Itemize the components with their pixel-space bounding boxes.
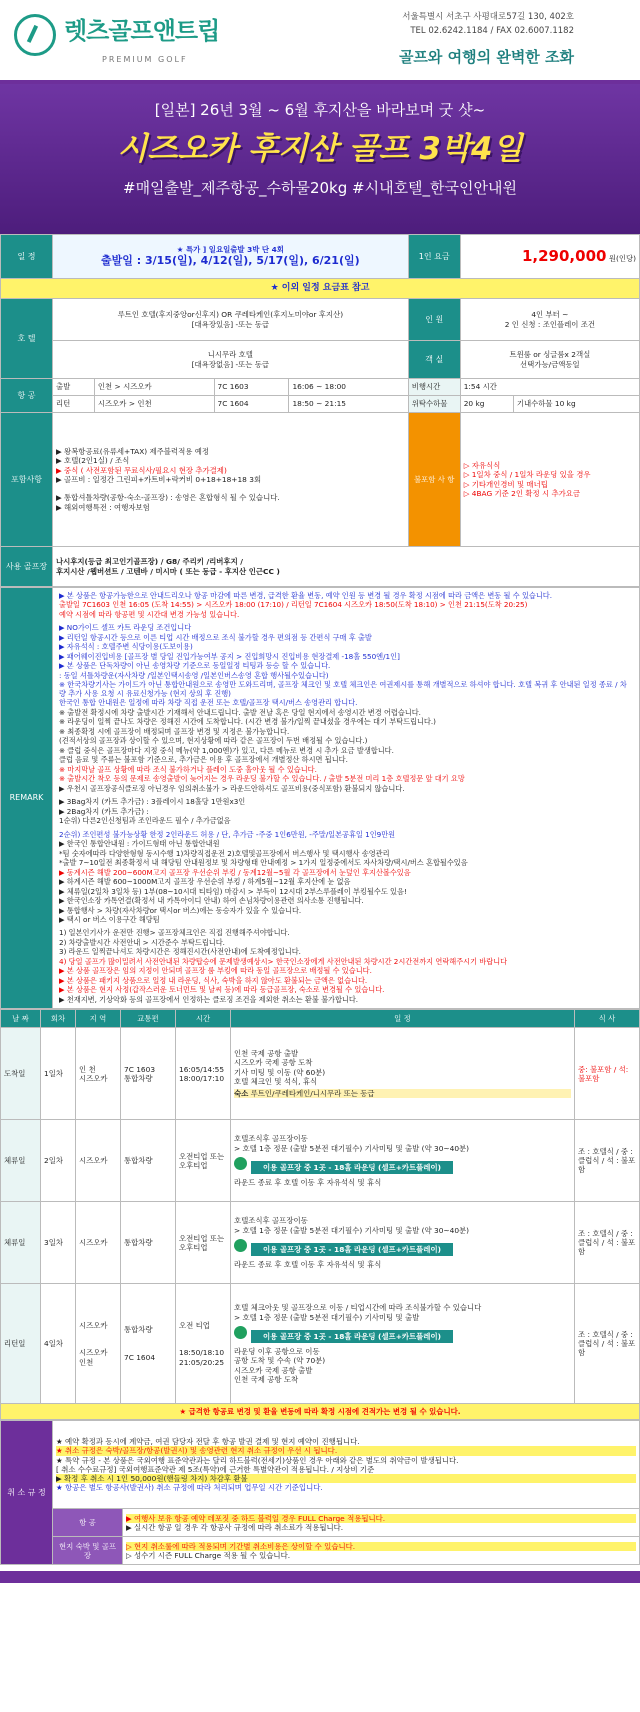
hero-line-3: #매일출발_제주항공_수하물20kg #시내호텔_한국인안내원 [123,178,517,197]
remark-line: ▶ 본 상품은 항공가능한으로 안내드리오나 항공 마감에 따른 변경, 급격한 환율 변동, 예약 인원 등 변경 될 경우 확정 시점에 따라 금액은 변동 될 수 있습니다. [59,591,553,600]
remark-line: 1순위) 다른2인신청팀과 조인라운드 필수 / 추가금없음 [59,816,231,826]
brand-name: 렛츠골프앤트립 [64,17,220,45]
remark-line: 한국인 통합 안내원은 일정에 따라 차량 직접 운전 또는 호텔/골프장 택시/버스 송영관리 합니다. [59,698,358,708]
remark-line: *출발 7~10일전 최종확정서 내 해당팀 안내원정보 및 차량형태 안내예정 > 1가지 일정중에서도 자사차량/택시/버스 혼합될수있음 [59,858,468,868]
remark-line: ▶ 한국인 통합안내원 : 가이드형태 아닌 통합안내원 [59,839,220,849]
header [0,0,640,84]
slogan: 골프와 여행의 완벽한 조화 [398,48,574,66]
remark-line: : 동일 셔틀차량운(자사차량 /일본인택시송영 /일본인버스송영 혼합 행사될수있습니다) [59,670,329,680]
remark-line: 2) 차량출발시간 사전안내 > 시간준수 부탁드립니다. [59,937,225,947]
remark-line: ▶ 3Bag차지 (카트 추가금) : 3플레이시 18홀당 1만원x3인 [59,797,246,807]
remark-line: ※ 마지막날 골프 상황에 따라 조식 불가하거나 플레이 도중 홀아웃 될 수 있습니다. [59,764,317,774]
hero-title: 시즈오카 후지산 골프 3박4일 [117,130,523,167]
info-table: 일 정 ★ 특가 ] 일요일출발 3박 단 4회 출발일 : 3/15(일), 4/12(일), 5/17(일), 6/21(일) 1인 요금 1,290,000 원(인당) ★ 이외 일정 요금표 참고 호 텔 루트인 호텔(후지중앙or신후지) OR 쿠레타케인(후지노미야or 후지산) [대욕장있음] -또는 동급 인 원 4인 부터 ~ 2 인 신청 : 조인플레이 조건 니시무라 호텔 [대욕장없음] -또는 동급 객 실 트윈룸 or 싱글룸x 2객실 선택가능/금액동일 항 공 출발 인천 > 시즈오카 7C 1603 16:06 ~ 18:00 비행시간 1:54 시간 리턴 시즈오카 > 인천 7C 1604 18:50 ~ 21:15 위탁수하물 20 kg 기내수하물 10 kg 포함사항 ▶ 왕복항공료(유류세+TAX) 제주블럭적용 예정 ▶ 호텔(2인1실) / 조식 ▶ 중식 ( 사전포함된 무료식사/필요시 현장 추가결제) ▶ 골프비 : 일정간 그린피+카트비+락커비 0+18+18+18 3회 ▶ 통합셔틀차량(공항-숙소-골프장) : 송영은 혼합형식 될 수 있습니다. ▶ 해외여행특전 : 여행자보험 불포함 사 항 ▷ 자유식식 ▷ 1일차 중식 / 1일차 라운딩 있을 경우 ▷ 기타개인경비 및 매너팁 ▷ 4BAG 기준 2인 확정 시 추가요금 사용 골프장 나시후지(등급 최고인기골프장) / G8/ 주리키 /리버후지 / 후지시산 /웹버션트 / 고텐바 / 미시마 ( 또는 동급 - 후지산 인근CC ) [0,234,640,587]
remark-line: ▶ NO가이드 셀프 카트 라운딩 조건입니다 [59,623,192,633]
remark-line: ▶ 본 상품은 단독차량이 아닌 송영차량 기준으로 동일일정 티팅과 등승 할 수 있습니다. [59,661,331,671]
hero-banner [0,84,640,234]
remark-line: ▶ 택시 or 버스 이용구간 해당팀 [59,914,160,924]
remark-line: ▶ 한국인소장 카톡연결(확정서 내 카톡아이디 안내) 하여 손님차량이용관련 의사소통 진행됩니다. [59,896,364,906]
remark-line: ※ 한국차량기사는 가이드가 아닌 통합안내원으로 송영만 도와드리며, 골프장 체크인 및 호텔 체크인은 여권제시를 통해 개별적으로 하셔야 합니다. 호텔 복귀 후 안내된 일정 종료 / 차량 추가 사용 요청 시 유료신청가능 (현지 상의 후 진행) [59,680,627,698]
remark-line: ▶ 동계시즌 해발 200~600M고지 골프장 우선순위 부킹 / 동계12월~5월 각 골프장에서 눈덮인 후지산볼수있음 [59,867,411,877]
remark-line: ▶ 본 상품 골프장은 임의 지정이 안되며 골프장 룸 부킹에 따라 동일 골프장으로 배정될 수 있습니다. [59,966,372,976]
brand-subtitle: PREMIUM GOLF [102,55,188,64]
itinerary-table: 날 짜 회차 지 역 교통편 시간 일 정 식 사 도착일 1일차 인 천 시즈오카 7C 1603 통합차량 16:05/14:55 18:00/17:10 인천 국제 공항 출발 시즈오카 국제 공항 도착 기사 미팅 및 이동 (약 60분) 호텔 체크인 및 석식, 휴식 숙소 루트인/쿠레타케인/니시무라 또는 동급 중: 불포함 / 석: 불포함 체류일 2일차 시즈오카 통합차량 오전티업 또는 오후티업 호텔조식후 골프장이동 > 호텔 1층 정문 (출발 5분전 대기필수) 기사미팅 및 출발 (약 30~40분) 이용 골프장 중 1곳 - 18홀 라운딩 (셀프+카트플레이) 라운드 종료 후 호텔 이동 후 자유석식 및 휴식 조 : 호텔식 / 중 : 클럽식 / 석 : 불포함 체류일 3일차 시즈오카 통합차량 오전티업 또는 오후티업 호텔조식후 골프장이동 > 호텔 1층 정문 (출발 5분전 대기필수) 기사미팅 및 출발 (약 30~40분) 이용 골프장 중 1곳 - 18홀 라운딩 (셀프+카트플레이) 라운드 종료 후 호텔 이동 후 자유석식 및 휴식 조 : 호텔식 / 중 : 클럽식 / 석 : 불포함 리턴일 4일차 시즈오카 시즈오카 인천 통합차량 7C 1604 오전 티업 18:50/18:10 21:05/20:25 호텔 체크아웃 및 골프장으로 이동 / 티업시간에 따라 조식불가할 수 있습니다 > 호텔 1층 정문 (출발 5분전 대기필수) 기사미팅 및 출발 이용 골프장 중 1곳 - 18홀 라운딩 (셀프+카트플레이) 라운딩 이후 공항으로 이동 공항 도착 및 수속 (약 70분) 시즈오카 국제 공항 출발 인천 국제 공항 도착 조 : 호텔식 / 중 : 클럽식 / 석 : 불포함 ★ 급격한 항공료 변경 및 환율 변동에 따라 확정 시점에 견적가는 변경 될 수 있습니다. [0,1009,640,1420]
address: 서울특별시 서초구 사평대로57길 130, 402호 TEL 02.6242.1184 / FAX 02.6007.1182 [402,12,574,37]
remark-line: ▶ 체류일(2일차 3일차 등) 1부(08~10시대 티타임) 마감시 > 부득이 12시대 2부스루플레이 부킹될수도 있음! [59,886,407,896]
golf-logo-icon [14,14,56,56]
remark-line: ▶ 본 상품은 현지 사정(갑작스러운 토너먼트 및 날씨 등)에 따라 동급골프장, 숙소로 변경될 수 있습니다. [59,985,385,995]
remark-line: 예약 시점에 따라 항공편 및 시간대 변경 가능성 있습니다. [59,609,240,619]
remark-line: *팀 숫자에따라 다양한형형 동시수행 1)차량직접운전 2)호텔및골프장에서 버스행사 및 택시행사 송영관리 [59,848,390,858]
remark-line: (견적서상의 골프장과 상이할 수 있으며, 현지상황에 따라 같은 골프장이 두번 배정될 수 있습니다.) [59,736,368,746]
footer-bar [0,1571,640,1583]
remark-line: ▶ 천재지변, 기상악화 등의 골프장에서 인정하는 클로징 조건을 제외한 취소는 환불 불가합니다. [59,994,359,1004]
remark-line: ▶ 하계시즌 해발 600~1000M고지 골프장 우선순위 부킹 / 하계5월~12월 후지산에 눈 없음 [59,877,351,887]
remark-line: ▶ 리턴일 항공시간 등으로 이른 티업 시간 배정으로 조식 불가할 경우 편의점 등 간편식 구매 후 출발 [59,632,372,642]
golf-pin-icon [234,1157,247,1170]
remark-line: 2순위) 조인편성 불가능상황 한정 2인라운드 허용 / 단, 추가금 -주중 1인6만원, -주말/일본공휴일 1인9만원 [59,829,396,839]
remark-line: 1) 일본인기사가 운전만 진행> 골프장체크인은 직접 진행해주셔야합니다. [59,928,290,938]
remark-line: ※ 출발시간 착오 등의 문제로 송영출발이 늦어지는 경우 라운딩 불가할 수 있습니다. / 출발 5분전 미리 1층 호텔정문 앞 대기 요망 [59,774,465,784]
remark-line: ※ 라운딩이 일찍 끝나도 차량은 정해진 시간에 도착합니다. (시간 변경 불가/일찍 끝내셨을 경우에는 대기 부탁드립니다.) [59,717,436,727]
remark-line: 4) 당일 골프가 많이밀려서 사전안내된 차량탑승에 문제발생예상시> 한국인소장에게 사전안내된 차량시간 2시간전까지 연락해주시기 바랍니다 [59,956,508,966]
remark-line: ※ 출발전 확정시에 차량 출발시간 기재해서 안내드립니다. 출발 전날 혹은 당일 현지에서 송영시간 변경 어렵습니다. [59,707,421,717]
golf-pin-icon [234,1326,247,1339]
remark-table: REMARK ▶ 본 상품은 항공가능한으로 안내드리오나 항공 마감에 따른 변경, 급격한 환율 변동, 예약 인원 등 변경 될 경우 확정 시점에 따라 금액은 변동 될 수 있습니다. 출발일 7C1603 인천 16:05 (도착 14:55) > 시즈오카 18:00 (17:10) / 리턴일 7C1604 시즈오카 18:50(도착 18:10) > 인천 21:15(도착 20:25) 예약 시점에 따라 항공편 및 시간대 변경 가능성 있습니다. ▶ NO가이드 셀프 카트 라운딩 조건입니다 ▶ 리턴일 항공시간 등으로 이른 티업 시간 배정으로 조식 불가할 경우 편의점 등 간편식 구매 후 출발 ▶ 자유석식 : 호텔주변 식당이용(도보이용) ▶ 패어웨이진입비용 [골프장 별 당일 진입가능여부 공지 > 진입희망시 진입비용 현장결제 -18홀 550엔/1인] ▶ 본 상품은 단독차량이 아닌 송영차량 기준으로 동일일정 티팅과 등승 할 수 있습니다. : 동일 셔틀차량운(자사차량 /일본인택시송영 /일본인버스송영 혼합 행사될수있습니다) ※ 한국차량기사는 가이드가 아닌 통합안내원으로 송영만 도와드리며, 골프장 체크인 및 호텔 체크인은 여권제시를 통해 개별적으로 하셔야 합니다. 호텔 복귀 후 안내된 일정 종료 / 차량 추가 사용 요청 시 유료신청가능 (현지 상의 후 진행) 한국인 통합 안내원은 일정에 따라 차량 직접 운전 또는 호텔/골프장 택시/버스 송영관리 합니다. ※ 출발전 확정시에 차량 출발시간 기재해서 안내드립니다. 출발 전날 혹은 당일 현지에서 송영시간 변경 어렵습니다. ※ 라운딩이 일찍 끝나도 차량은 정해진 시간에 도착합니다. (시간 변경 불가/일찍 끝내셨을 경우에는 대기 부탁드립니다.) ※ 최종확정 시에 골프장이 배정되며 골프장 변경 및 지정은 불가능합니다. (견적서상의 골프장과 상이할 수 있으며, 현지상황에 따라 같은 골프장이 두번 배정될 수 있습니다.) ※ 클럽 중식은 골프장마다 지정 중식 메뉴(약 1,000엔)가 있고, 다른 메뉴로 변경 시 추가 요금 발생합니다. 클럽 음료 및 주류는 불포함 기준으로, 추가금은 이용 후 골프장에서 개별정산 하시면 됩니다. ※ 마지막날 골프 상황에 따라 조식 불가하거나 플레이 도중 홀아웃 될 수 있습니다. ※ 출발시간 착오 등의 문제로 송영출발이 늦어지는 경우 라운딩 불가할 수 있습니다. / 출발 5분전 미리 1층 호텔정문 앞 대기 요망 ▶ 우천시 골프장공식클로징 아닌경우 임의취소불가 > 라운드안하셔도 골프비용(중식포함) 환불되지 않습니다. ▶ 3Bag차지 (카트 추가금) : 3플레이시 18홀당 1만원x3인 ▶ 2Bag차지 (카트 추가금) : 1순위) 다른2인신청팀과 조인라운드 필수 / 추가금없음 2순위) 조인편성 불가능상황 한정 2인라운드 허용 / 단, 추가금 -주중 1인6만원, -주말/일본공휴일 1인9만원 ▶ 한국인 통합안내원 : 가이드형태 아닌 통합안내원 *팀 숫자에따라 다양한형형 동시수행 1)차량직접운전 2)호텔및골프장에서 버스행사 및 택시행사 송영관리 *출발 7~10일전 최종확정서 내 해당팀 안내원정보 및 차량형태 안내예정 > 1가지 일정중에서도 자사차량/택시/버스 혼합될수있음 ▶ 동계시즌 해발 200~600M고지 골프장 우선순위 부킹 / 동계12월~5월 각 골프장에서 눈덮인 후지산볼수있음 ▶ 하계시즌 해발 600~1000M고지 골프장 우선순위 부킹 / 하계5월~12월 후지산에 눈 없음 ▶ 체류일(2일차 3일차 등) 1부(08~10시대 티타임) 마감시 > 부득이 12시대 2부스루플레이 부킹될수도 있음! ▶ 한국인소장 카톡연결(확정서 내 카톡아이디 안내) 하여 손님차량이용관련 의사소통 진행됩니다. ▶ 통합행사 > 차량(자사차량or 택시or 버스)에는 동승자가 있을 수 있습니다. ▶ 택시 or 버스 이용구간 해당팀 1) 일본인기사가 운전만 진행> 골프장체크인은 직접 진행해주셔야합니다. 2) 차량출발시간 사전안내 > 시간준수 부탁드립니다. 3) 라운드 일찍끝나셔도 차량시간은 정해진시간(사전안내)에 도착예정입니다. 4) 당일 골프가 많이밀려서 사전안내된 차량탑승에 문제발생예상시> 한국인소장에게 사전안내된 차량시간 2시간전까지 연락해주시기 바랍니다 ▶ 본 상품 골프장은 임의 지정이 안되며 골프장 룸 부킹에 따라 동일 골프장으로 배정될 수 있습니다. ▶ 본 상품은 패키지 상품으로 일정 내 라운딩, 식사, 숙박을 하지 않아도 환불되는 금액은 없습니다. ▶ 본 상품은 현지 사정(갑작스러운 토너먼트 및 날씨 등)에 따라 동급골프장, 숙소로 변경될 수 있습니다. ▶ 천재지변, 기상악화 등의 골프장에서 인정하는 클로징 조건을 제외한 취소는 환불 불가합니다. [0,587,640,1009]
remark-line: ▶ 자유석식 : 호텔주변 식당이용(도보이용) [59,642,193,652]
remark-line: 출발일 7C1603 인천 16:05 (도착 14:55) > 시즈오카 18:00 (17:10) / 리턴일 7C1604 시즈오카 18:50(도착 18:10) > 인천 21:15(도착 20:25) [59,600,528,610]
remark-line: ▶ 패어웨이진입비용 [골프장 별 당일 진입가능여부 공지 > 진입희망시 진입비용 현장결제 -18홀 550엔/1인] [59,651,400,661]
golf-pin-icon [234,1239,247,1252]
hero-line-1: [일본] 26년 3월 ~ 6월 후지산을 바라보며 굿 샷~ [154,101,486,119]
cancel-table: 취 소 규 정 ★ 예약 확정과 동시에 계약금, 여권 담당자 전달 후 항공 발권 결제 및 현지 예약이 진행됩니다. ★ 취소 규정은 숙박/골프장/항공(발권시) 및 송영관련 현지 취소 규정이 우선 시 됩니다. ★ 특약 규정 - 본 상품은 국외여행 표준약관과는 달리 하드블럭(전세기)상품인 경우 아래와 같은 별도의 취약금이 발생됩니다. [ 취소 수수료규정] 국외여행표준약관 제 5조(특약)에 근거한 특별약관이 적용됩니다. / 지상비 기준 ▶ 확정 후 취소 시 1인 50,000원(핸들링 차지) 차감후 환불 ★ 항공은 별도 항공사(발권사) 취소 규정에 따라 처리되며 업무일 시간 기준입니다. 항 공 ▶ 여행사 보유 항공 예약 데포짓 중 하드 블럭일 경우 FULL Charge 적용됩니다. ▶ 실시간 항공 일 경우 각 항공사 규정에 따라 취소료가 적용됩니다. 현지 숙박 및 골프장 ▷ 현지 취소룰에 따라 적용되며 기간별 취소비용은 상이할 수 있습니다. ▷ 성수기 시즌 FULL Charge 적용 될 수 있습니다. [0,1420,640,1565]
remark-line: ▶ 2Bag차지 (카트 추가금) : [59,806,149,816]
remark-line: ▶ 우천시 골프장공식클로징 아닌경우 임의취소불가 > 라운드안하셔도 골프비용(중식포함) 환불되지 않습니다. [59,783,405,793]
remark-line: 클럽 음료 및 주류는 불포함 기준으로, 추가금은 이용 후 골프장에서 개별정산 하시면 됩니다. [59,755,348,765]
remark-line: ※ 클럽 중식은 골프장마다 지정 중식 메뉴(약 1,000엔)가 있고, 다른 메뉴로 변경 시 추가 요금 발생합니다. [59,745,394,755]
remark-line: ※ 최종확정 시에 골프장이 배정되며 골프장 변경 및 지정은 불가능합니다. [59,726,290,736]
remark-line: ▶ 본 상품은 패키지 상품으로 일정 내 라운딩, 식사, 숙박을 하지 않아도 환불되는 금액은 없습니다. [59,975,368,985]
remark-line: ▶ 통합행사 > 차량(자사차량or 택시or 버스)에는 동승자가 있을 수 있습니다. [59,905,302,915]
remark-line: 3) 라운드 일찍끝나셔도 차량시간은 정해진시간(사전안내)에 도착예정입니다. [59,947,301,957]
